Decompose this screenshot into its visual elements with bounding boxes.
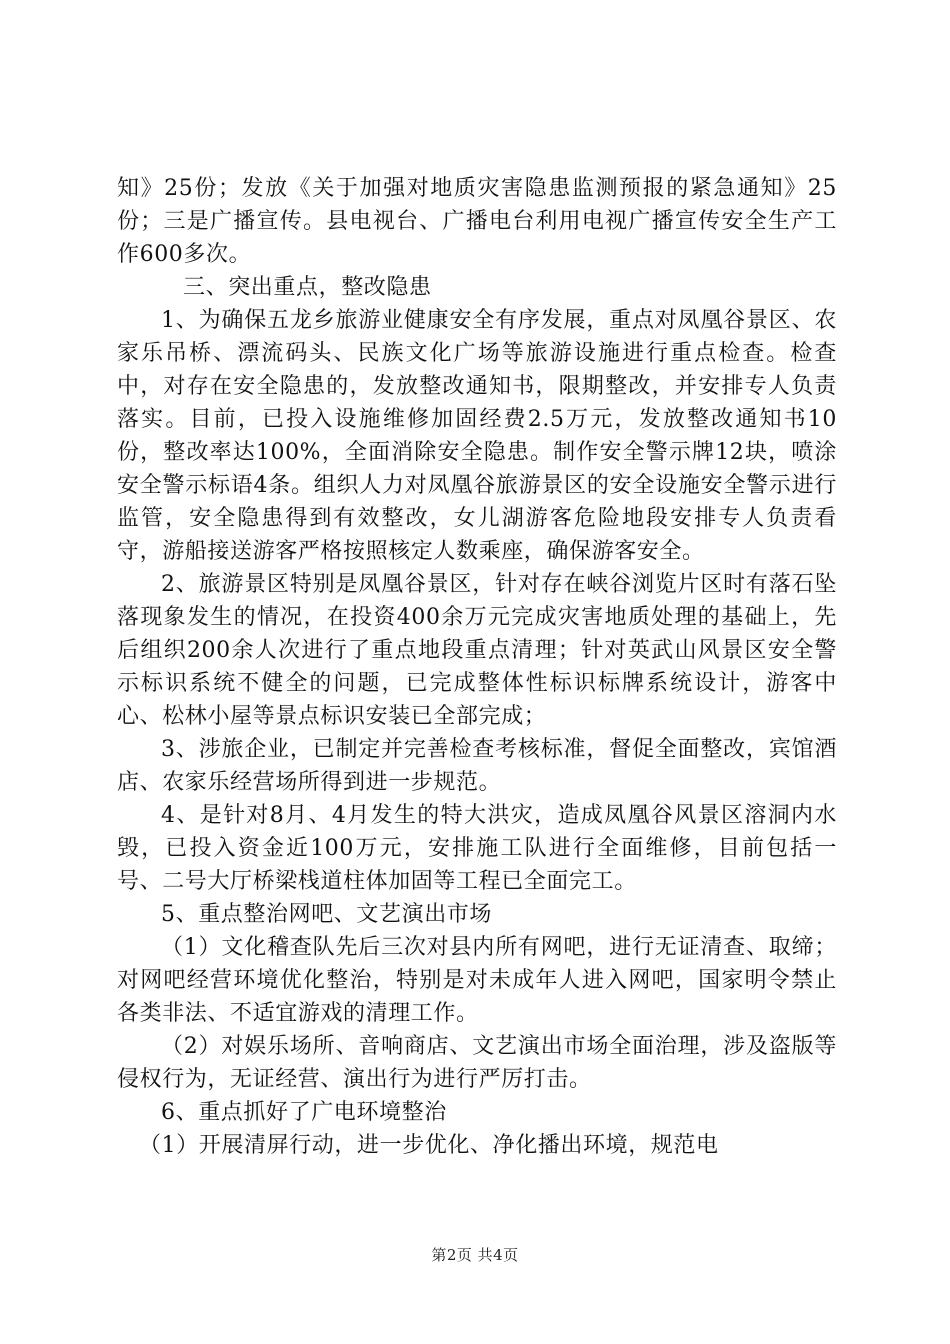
page-number-footer: 第2页 共4页	[431, 1246, 519, 1264]
paragraph-item-5-2: （2）对娱乐场所、音响商店、文艺演出市场全面治理，涉及盗版等侵权行为，无证经营、演出行为进行严厉打击。	[117, 1034, 837, 1092]
section-heading-3: 三、突出重点，整改隐患	[183, 275, 432, 300]
paragraph-item-4: 4、是针对8月、4月发生的特大洪灾，造成凤凰谷风景区溶洞内水毁，已投入资金近100万元，安排施工队进行全面维修，目前包括一号、二号大厅桥梁栈道柱体加固等工程已全面完工。	[117, 803, 837, 894]
paragraph-item-3: 3、涉旅企业，已制定并完善检查考核标准，督促全面整改，宾馆酒店、农家乐经营场所得到进一步规范。	[117, 737, 837, 795]
paragraph-item-6-1: （1）开展清屏行动，进一步优化、净化播出环境，规范电	[139, 1133, 719, 1158]
paragraph-item-1: 1、为确保五龙乡旅游业健康安全有序发展，重点对凤凰谷景区、农家乐吊桥、漂流码头、民族文化广场等旅游设施进行重点检查。检查中，对存在安全隐患的，发放整改通知书，限期整改，并安排专人负责落实。目前，已投入设施维修加固经费2.5万元，发放整改通知书10份，整改率达100%，全面消除安全隐患。制作安全警示牌12块，喷涂安全警示标语4条。组织人力对凤凰谷旅游景区的安全设施安全警示进行监管，安全隐患得到有效整改，女儿湖游客危险地段安排专人负责看守，游船接送游客严格按照核定人数乘座，确保游客安全。	[117, 308, 837, 564]
paragraph-item-2: 2、旅游景区特别是凤凰谷景区，针对存在峡谷浏览片区时有落石坠落现象发生的情况，在投资400余万元完成灾害地质处理的基础上，先后组织200余人次进行了重点地段重点清理；针对英武山风景区安全警示标识系统不健全的问题，已完成整体性标识标牌系统设计，游客中心、松林小屋等景点标识安装已全部完成；	[117, 572, 837, 729]
paragraph-item-5-1: （1）文化稽查队先后三次对县内所有网吧，进行无证清查、取缔；对网吧经营环境优化整治，特别是对未成年人进入网吧，国家明令禁止各类非法、不适宜游戏的清理工作。	[117, 935, 837, 1026]
document-body	[117, 172, 837, 1162]
paragraph-item-5-heading: 5、重点整治网吧、文艺演出市场	[161, 902, 492, 927]
paragraph-item-6-heading: 6、重点抓好了广电环境整治	[161, 1100, 447, 1125]
paragraph-continued: 知》25份；发放《关于加强对地质灾害隐患监测预报的紧急通知》25份；三是广播宣传。县电视台、广播电台利用电视广播宣传安全生产工作600多次。	[117, 176, 837, 267]
